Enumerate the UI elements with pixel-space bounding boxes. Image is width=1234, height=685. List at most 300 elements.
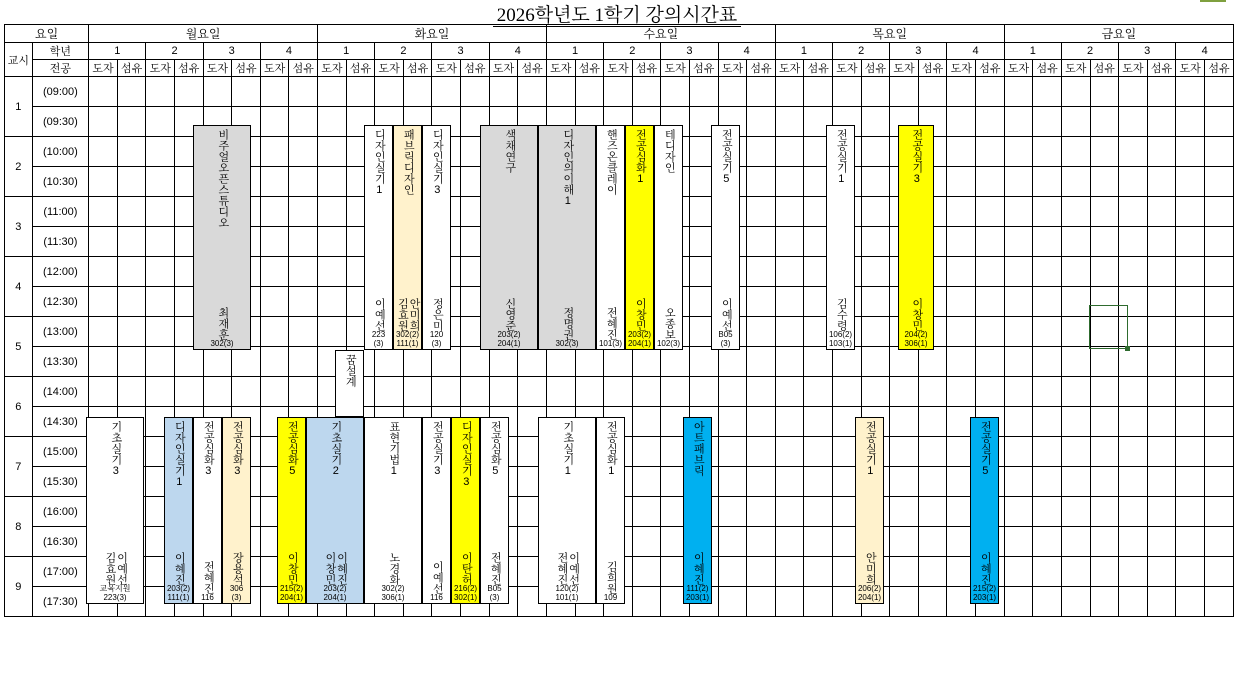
class-block[interactable] xyxy=(86,417,144,604)
timetable-slot[interactable] xyxy=(775,317,804,347)
timetable-slot[interactable] xyxy=(918,557,947,587)
timetable-slot[interactable] xyxy=(604,377,633,407)
timetable-slot[interactable] xyxy=(89,137,118,167)
timetable-slot[interactable] xyxy=(1147,107,1176,137)
timetable-slot[interactable] xyxy=(1061,407,1090,437)
timetable-slot[interactable] xyxy=(775,167,804,197)
timetable-slot[interactable] xyxy=(775,257,804,287)
timetable-slot[interactable] xyxy=(1061,557,1090,587)
timetable-slot[interactable] xyxy=(747,497,776,527)
timetable-slot[interactable] xyxy=(1033,137,1062,167)
timetable-slot[interactable] xyxy=(747,317,776,347)
class-block[interactable] xyxy=(538,417,596,604)
timetable-slot[interactable] xyxy=(117,317,146,347)
timetable-slot[interactable] xyxy=(260,227,289,257)
timetable-slot[interactable] xyxy=(718,587,747,617)
timetable-slot[interactable] xyxy=(804,347,833,377)
timetable-slot[interactable] xyxy=(632,497,661,527)
timetable-slot[interactable] xyxy=(1204,167,1233,197)
timetable-slot[interactable] xyxy=(1004,197,1033,227)
class-block[interactable] xyxy=(193,417,222,604)
timetable-slot[interactable] xyxy=(1176,347,1205,377)
timetable-slot[interactable] xyxy=(260,107,289,137)
timetable-slot[interactable] xyxy=(1147,497,1176,527)
timetable-slot[interactable] xyxy=(1090,587,1119,617)
timetable-slot[interactable] xyxy=(1204,347,1233,377)
timetable-slot[interactable] xyxy=(861,347,890,377)
timetable-slot[interactable] xyxy=(146,227,175,257)
timetable-slot[interactable] xyxy=(1119,257,1148,287)
timetable-slot[interactable] xyxy=(833,77,862,107)
timetable-slot[interactable] xyxy=(1090,557,1119,587)
timetable-slot[interactable] xyxy=(1176,317,1205,347)
timetable-slot[interactable] xyxy=(1176,557,1205,587)
timetable-slot[interactable] xyxy=(1119,587,1148,617)
timetable-slot[interactable] xyxy=(1033,107,1062,137)
timetable-slot[interactable] xyxy=(947,377,976,407)
timetable-slot[interactable] xyxy=(1176,467,1205,497)
timetable-slot[interactable] xyxy=(1061,587,1090,617)
class-block[interactable] xyxy=(364,417,422,604)
timetable-slot[interactable] xyxy=(747,347,776,377)
timetable-slot[interactable] xyxy=(1204,587,1233,617)
timetable-slot[interactable] xyxy=(89,107,118,137)
timetable-slot[interactable] xyxy=(775,197,804,227)
timetable-slot[interactable] xyxy=(747,77,776,107)
timetable-slot[interactable] xyxy=(1204,407,1233,437)
timetable-slot[interactable] xyxy=(1004,407,1033,437)
timetable-slot[interactable] xyxy=(318,197,347,227)
timetable-slot[interactable] xyxy=(575,77,604,107)
timetable-slot[interactable] xyxy=(289,377,318,407)
timetable-slot[interactable] xyxy=(861,377,890,407)
timetable-slot[interactable] xyxy=(1204,557,1233,587)
green-selection-marker[interactable] xyxy=(1089,305,1128,349)
timetable-slot[interactable] xyxy=(1033,227,1062,257)
timetable-slot[interactable] xyxy=(947,167,976,197)
class-block[interactable] xyxy=(393,125,422,350)
timetable-slot[interactable] xyxy=(1033,407,1062,437)
timetable-slot[interactable] xyxy=(632,587,661,617)
timetable-slot[interactable] xyxy=(232,377,261,407)
timetable-slot[interactable] xyxy=(146,317,175,347)
timetable-slot[interactable] xyxy=(403,377,432,407)
timetable-slot[interactable] xyxy=(117,227,146,257)
timetable-slot[interactable] xyxy=(1061,377,1090,407)
timetable-slot[interactable] xyxy=(775,407,804,437)
class-block[interactable] xyxy=(193,125,251,350)
timetable-slot[interactable] xyxy=(175,77,204,107)
class-block[interactable] xyxy=(855,417,884,604)
timetable-slot[interactable] xyxy=(1204,287,1233,317)
timetable-slot[interactable] xyxy=(318,167,347,197)
timetable-slot[interactable] xyxy=(976,287,1005,317)
timetable-slot[interactable] xyxy=(1176,377,1205,407)
timetable-slot[interactable] xyxy=(718,377,747,407)
timetable-slot[interactable] xyxy=(461,347,490,377)
timetable-slot[interactable] xyxy=(747,437,776,467)
timetable-slot[interactable] xyxy=(1004,437,1033,467)
timetable-slot[interactable] xyxy=(775,227,804,257)
class-block[interactable] xyxy=(480,417,509,604)
timetable-slot[interactable] xyxy=(146,257,175,287)
timetable-slot[interactable] xyxy=(403,77,432,107)
class-block[interactable] xyxy=(711,125,740,350)
timetable-slot[interactable] xyxy=(1004,467,1033,497)
timetable-slot[interactable] xyxy=(289,137,318,167)
timetable-slot[interactable] xyxy=(1004,587,1033,617)
timetable-slot[interactable] xyxy=(1119,167,1148,197)
timetable-slot[interactable] xyxy=(289,317,318,347)
timetable-slot[interactable] xyxy=(403,347,432,377)
timetable-slot[interactable] xyxy=(947,227,976,257)
timetable-slot[interactable] xyxy=(775,77,804,107)
timetable-slot[interactable] xyxy=(976,77,1005,107)
timetable-slot[interactable] xyxy=(89,167,118,197)
timetable-slot[interactable] xyxy=(1033,317,1062,347)
timetable-slot[interactable] xyxy=(1176,407,1205,437)
timetable-slot[interactable] xyxy=(890,467,919,497)
timetable-slot[interactable] xyxy=(861,257,890,287)
timetable-slot[interactable] xyxy=(260,317,289,347)
timetable-slot[interactable] xyxy=(689,377,718,407)
timetable-slot[interactable] xyxy=(1204,137,1233,167)
timetable-slot[interactable] xyxy=(575,377,604,407)
timetable-slot[interactable] xyxy=(1033,347,1062,377)
timetable-slot[interactable] xyxy=(1090,467,1119,497)
class-block[interactable] xyxy=(451,417,480,604)
timetable-slot[interactable] xyxy=(804,527,833,557)
timetable-slot[interactable] xyxy=(804,587,833,617)
timetable-slot[interactable] xyxy=(775,347,804,377)
timetable-slot[interactable] xyxy=(976,347,1005,377)
timetable-slot[interactable] xyxy=(1004,527,1033,557)
timetable-slot[interactable] xyxy=(747,257,776,287)
timetable-slot[interactable] xyxy=(775,287,804,317)
timetable-slot[interactable] xyxy=(1119,137,1148,167)
timetable-slot[interactable] xyxy=(775,467,804,497)
timetable-slot[interactable] xyxy=(976,197,1005,227)
timetable-slot[interactable] xyxy=(1147,557,1176,587)
timetable-slot[interactable] xyxy=(718,347,747,377)
timetable-slot[interactable] xyxy=(1147,167,1176,197)
timetable-slot[interactable] xyxy=(947,197,976,227)
timetable-slot[interactable] xyxy=(718,407,747,437)
selection-handle[interactable] xyxy=(1125,346,1130,351)
timetable-slot[interactable] xyxy=(976,317,1005,347)
timetable-slot[interactable] xyxy=(947,347,976,377)
timetable-slot[interactable] xyxy=(1176,227,1205,257)
timetable-slot[interactable] xyxy=(1119,77,1148,107)
timetable-slot[interactable] xyxy=(1147,197,1176,227)
timetable-slot[interactable] xyxy=(432,347,461,377)
timetable-slot[interactable] xyxy=(747,107,776,137)
timetable-slot[interactable] xyxy=(1090,227,1119,257)
timetable-slot[interactable] xyxy=(1176,587,1205,617)
timetable-slot[interactable] xyxy=(632,557,661,587)
timetable-slot[interactable] xyxy=(718,527,747,557)
timetable-slot[interactable] xyxy=(833,377,862,407)
timetable-slot[interactable] xyxy=(775,137,804,167)
timetable-slot[interactable] xyxy=(1090,497,1119,527)
timetable-slot[interactable] xyxy=(1061,287,1090,317)
timetable-slot[interactable] xyxy=(718,497,747,527)
timetable-slot[interactable] xyxy=(947,257,976,287)
class-block[interactable] xyxy=(364,125,393,350)
timetable-slot[interactable] xyxy=(346,77,375,107)
timetable-slot[interactable] xyxy=(89,317,118,347)
class-block[interactable] xyxy=(683,417,712,604)
class-block[interactable] xyxy=(970,417,999,604)
timetable-slot[interactable] xyxy=(1119,107,1148,137)
timetable-slot[interactable] xyxy=(1204,527,1233,557)
timetable-slot[interactable] xyxy=(747,557,776,587)
class-block[interactable] xyxy=(306,417,364,604)
timetable-slot[interactable] xyxy=(318,77,347,107)
timetable-slot[interactable] xyxy=(1176,167,1205,197)
timetable-slot[interactable] xyxy=(861,317,890,347)
timetable-slot[interactable] xyxy=(1176,107,1205,137)
timetable-slot[interactable] xyxy=(976,227,1005,257)
timetable-slot[interactable] xyxy=(1204,317,1233,347)
timetable-slot[interactable] xyxy=(718,77,747,107)
timetable-slot[interactable] xyxy=(1033,467,1062,497)
timetable-slot[interactable] xyxy=(146,287,175,317)
timetable-slot[interactable] xyxy=(1204,257,1233,287)
timetable-slot[interactable] xyxy=(1061,227,1090,257)
timetable-slot[interactable] xyxy=(833,347,862,377)
timetable-slot[interactable] xyxy=(1147,317,1176,347)
timetable-slot[interactable] xyxy=(518,377,547,407)
timetable-slot[interactable] xyxy=(1061,167,1090,197)
timetable-slot[interactable] xyxy=(1119,407,1148,437)
timetable-slot[interactable] xyxy=(1033,77,1062,107)
timetable-slot[interactable] xyxy=(1147,287,1176,317)
timetable-slot[interactable] xyxy=(1061,437,1090,467)
timetable-slot[interactable] xyxy=(546,347,575,377)
timetable-slot[interactable] xyxy=(1119,437,1148,467)
class-block[interactable] xyxy=(480,125,538,350)
timetable-slot[interactable] xyxy=(489,347,518,377)
timetable-slot[interactable] xyxy=(489,377,518,407)
timetable-slot[interactable] xyxy=(1204,77,1233,107)
timetable-slot[interactable] xyxy=(146,107,175,137)
timetable-slot[interactable] xyxy=(289,107,318,137)
timetable-slot[interactable] xyxy=(1147,527,1176,557)
timetable-slot[interactable] xyxy=(1204,377,1233,407)
timetable-slot[interactable] xyxy=(318,107,347,137)
timetable-slot[interactable] xyxy=(918,437,947,467)
timetable-slot[interactable] xyxy=(289,197,318,227)
timetable-slot[interactable] xyxy=(518,347,547,377)
timetable-slot[interactable] xyxy=(375,77,404,107)
timetable-slot[interactable] xyxy=(289,257,318,287)
timetable-slot[interactable] xyxy=(260,137,289,167)
timetable-slot[interactable] xyxy=(1004,287,1033,317)
timetable-slot[interactable] xyxy=(232,347,261,377)
timetable-slot[interactable] xyxy=(89,377,118,407)
timetable-slot[interactable] xyxy=(318,257,347,287)
timetable-slot[interactable] xyxy=(632,77,661,107)
timetable-slot[interactable] xyxy=(89,347,118,377)
timetable-slot[interactable] xyxy=(260,377,289,407)
class-block[interactable] xyxy=(422,125,451,350)
timetable-slot[interactable] xyxy=(918,527,947,557)
timetable-slot[interactable] xyxy=(1061,107,1090,137)
timetable-slot[interactable] xyxy=(1004,227,1033,257)
timetable-slot[interactable] xyxy=(1147,257,1176,287)
timetable-slot[interactable] xyxy=(89,77,118,107)
timetable-slot[interactable] xyxy=(432,377,461,407)
timetable-slot[interactable] xyxy=(117,137,146,167)
timetable-slot[interactable] xyxy=(117,377,146,407)
timetable-slot[interactable] xyxy=(1204,227,1233,257)
timetable-slot[interactable] xyxy=(89,287,118,317)
timetable-slot[interactable] xyxy=(1090,107,1119,137)
timetable-slot[interactable] xyxy=(689,347,718,377)
timetable-slot[interactable] xyxy=(289,347,318,377)
timetable-slot[interactable] xyxy=(318,227,347,257)
timetable-slot[interactable] xyxy=(747,167,776,197)
timetable-slot[interactable] xyxy=(1004,317,1033,347)
timetable-slot[interactable] xyxy=(1147,77,1176,107)
timetable-slot[interactable] xyxy=(890,437,919,467)
timetable-slot[interactable] xyxy=(1176,137,1205,167)
timetable-slot[interactable] xyxy=(1119,197,1148,227)
timetable-slot[interactable] xyxy=(318,317,347,347)
timetable-slot[interactable] xyxy=(461,377,490,407)
timetable-slot[interactable] xyxy=(1033,587,1062,617)
timetable-slot[interactable] xyxy=(175,377,204,407)
timetable-slot[interactable] xyxy=(632,467,661,497)
timetable-slot[interactable] xyxy=(1061,467,1090,497)
timetable-slot[interactable] xyxy=(203,377,232,407)
timetable-slot[interactable] xyxy=(289,167,318,197)
timetable-slot[interactable] xyxy=(1090,377,1119,407)
timetable-slot[interactable] xyxy=(861,167,890,197)
timetable-slot[interactable] xyxy=(947,317,976,347)
timetable-slot[interactable] xyxy=(1119,527,1148,557)
timetable-slot[interactable] xyxy=(861,77,890,107)
timetable-slot[interactable] xyxy=(260,347,289,377)
timetable-slot[interactable] xyxy=(1033,167,1062,197)
timetable-slot[interactable] xyxy=(1090,407,1119,437)
timetable-slot[interactable] xyxy=(1204,497,1233,527)
timetable-slot[interactable] xyxy=(1176,497,1205,527)
timetable-slot[interactable] xyxy=(260,167,289,197)
class-block[interactable] xyxy=(538,125,596,350)
timetable-slot[interactable] xyxy=(1090,437,1119,467)
class-block[interactable] xyxy=(164,417,193,604)
timetable-slot[interactable] xyxy=(1061,137,1090,167)
class-block[interactable] xyxy=(596,417,625,604)
timetable-slot[interactable] xyxy=(718,557,747,587)
timetable-slot[interactable] xyxy=(775,107,804,137)
class-block[interactable] xyxy=(422,417,451,604)
timetable-slot[interactable] xyxy=(260,77,289,107)
timetable-slot[interactable] xyxy=(1033,377,1062,407)
timetable-slot[interactable] xyxy=(604,77,633,107)
timetable-slot[interactable] xyxy=(632,437,661,467)
timetable-slot[interactable] xyxy=(1147,227,1176,257)
timetable-slot[interactable] xyxy=(890,377,919,407)
timetable-slot[interactable] xyxy=(318,137,347,167)
timetable-slot[interactable] xyxy=(804,467,833,497)
timetable-slot[interactable] xyxy=(861,137,890,167)
timetable-slot[interactable] xyxy=(976,137,1005,167)
class-block[interactable] xyxy=(222,417,251,604)
timetable-slot[interactable] xyxy=(689,77,718,107)
timetable-slot[interactable] xyxy=(747,467,776,497)
timetable-slot[interactable] xyxy=(1147,587,1176,617)
timetable-slot[interactable] xyxy=(1204,467,1233,497)
timetable-slot[interactable] xyxy=(260,287,289,317)
timetable-slot[interactable] xyxy=(1004,347,1033,377)
timetable-slot[interactable] xyxy=(375,347,404,377)
timetable-slot[interactable] xyxy=(632,527,661,557)
timetable-slot[interactable] xyxy=(232,77,261,107)
timetable-slot[interactable] xyxy=(89,197,118,227)
timetable-slot[interactable] xyxy=(661,77,690,107)
timetable-slot[interactable] xyxy=(289,77,318,107)
timetable-slot[interactable] xyxy=(1204,437,1233,467)
class-block[interactable] xyxy=(596,125,625,350)
timetable-slot[interactable] xyxy=(718,437,747,467)
timetable-slot[interactable] xyxy=(661,377,690,407)
timetable-slot[interactable] xyxy=(747,527,776,557)
timetable-slot[interactable] xyxy=(718,467,747,497)
timetable-slot[interactable] xyxy=(775,377,804,407)
timetable-slot[interactable] xyxy=(1033,497,1062,527)
timetable-slot[interactable] xyxy=(1033,557,1062,587)
timetable-slot[interactable] xyxy=(1119,227,1148,257)
timetable-slot[interactable] xyxy=(1176,257,1205,287)
timetable-slot[interactable] xyxy=(117,107,146,137)
timetable-slot[interactable] xyxy=(1176,437,1205,467)
timetable-slot[interactable] xyxy=(775,527,804,557)
timetable-slot[interactable] xyxy=(1061,527,1090,557)
timetable-slot[interactable] xyxy=(804,407,833,437)
timetable-slot[interactable] xyxy=(89,227,118,257)
timetable-slot[interactable] xyxy=(1004,557,1033,587)
timetable-slot[interactable] xyxy=(1090,77,1119,107)
timetable-slot[interactable] xyxy=(117,287,146,317)
timetable-slot[interactable] xyxy=(890,587,919,617)
timetable-slot[interactable] xyxy=(1090,137,1119,167)
timetable-slot[interactable] xyxy=(918,347,947,377)
timetable-slot[interactable] xyxy=(146,167,175,197)
timetable-slot[interactable] xyxy=(546,77,575,107)
timetable-slot[interactable] xyxy=(661,347,690,377)
timetable-slot[interactable] xyxy=(804,377,833,407)
class-block[interactable] xyxy=(654,125,683,350)
timetable-slot[interactable] xyxy=(1061,197,1090,227)
timetable-slot[interactable] xyxy=(203,77,232,107)
timetable-slot[interactable] xyxy=(947,77,976,107)
timetable-slot[interactable] xyxy=(1004,497,1033,527)
timetable-slot[interactable] xyxy=(747,587,776,617)
timetable-slot[interactable] xyxy=(375,377,404,407)
timetable-slot[interactable] xyxy=(775,587,804,617)
class-block[interactable] xyxy=(898,125,934,350)
timetable-slot[interactable] xyxy=(604,347,633,377)
timetable-slot[interactable] xyxy=(804,77,833,107)
timetable-slot[interactable] xyxy=(1090,197,1119,227)
timetable-slot[interactable] xyxy=(289,287,318,317)
timetable-slot[interactable] xyxy=(890,557,919,587)
timetable-slot[interactable] xyxy=(175,347,204,377)
timetable-slot[interactable] xyxy=(1033,287,1062,317)
